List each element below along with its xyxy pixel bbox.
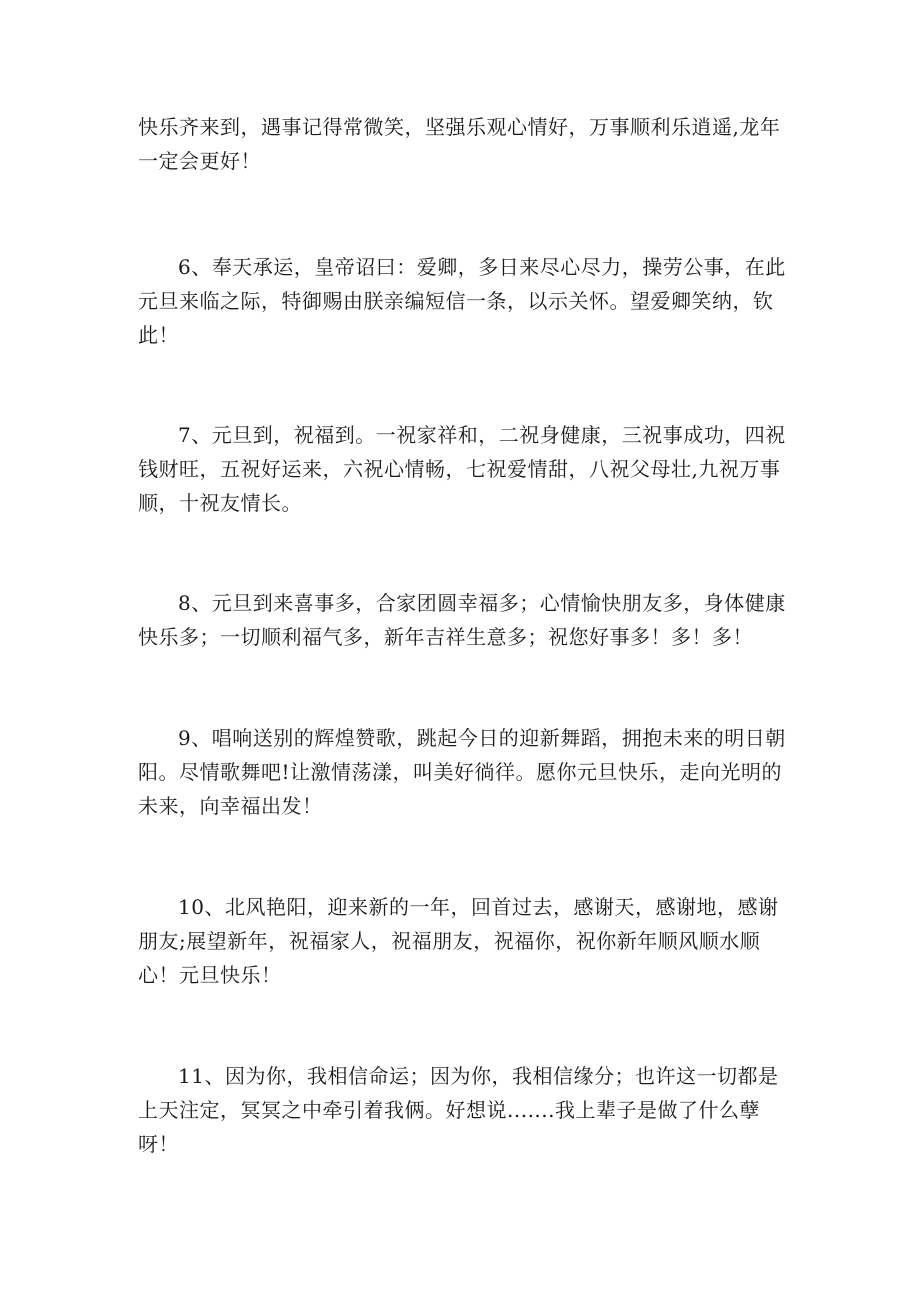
paragraph-item-6: 6、奉天承运，皇帝诏曰：爱卿，多日来尽心尽力，操劳公事，在此元旦来临之际，特御赐由朕亲编短信一条，以示关怀。望爱卿笑纳，钦此！ xyxy=(138,255,786,347)
paragraph-item-11: 11、因为你，我相信命运；因为你，我相信缘分；也许这一切都是上天注定，冥冥之中牵引着我俩。好想说.......我上辈子是做了什么孽呀！ xyxy=(138,1064,779,1156)
paragraph-item-10: 10、北风艳阳，迎来新的一年，回首过去，感谢天，感谢地，感谢朋友;展望新年，祝福家人，祝福朋友，祝福你，祝你新年顺风顺水顺心！元旦快乐！ xyxy=(138,895,779,987)
paragraph-intro-continuation: 快乐齐来到，遇事记得常微笑，坚强乐观心情好，万事顺利乐逍遥,龙年一定会更好！ xyxy=(138,115,781,173)
paragraph-item-9: 9、唱响送别的辉煌赞歌，跳起今日的迎新舞蹈，拥抱未来的明日朝阳。尽情歌舞吧!让激情荡漾，叫美好徜徉。愿你元旦快乐，走向光明的未来，向幸福出发！ xyxy=(138,726,786,818)
paragraph-item-8: 8、元旦到来喜事多，合家团圆幸福多；心情愉快朋友多，身体健康快乐多；一切顺利福气多，新年吉祥生意多；祝您好事多！多！多！ xyxy=(138,591,786,649)
paragraph-item-7: 7、元旦到，祝福到。一祝家祥和，二祝身健康，三祝事成功，四祝钱财旺，五祝好运来，六祝心情畅，七祝爱情甜，八祝父母壮,九祝万事顺，十祝友情长。 xyxy=(138,423,786,515)
